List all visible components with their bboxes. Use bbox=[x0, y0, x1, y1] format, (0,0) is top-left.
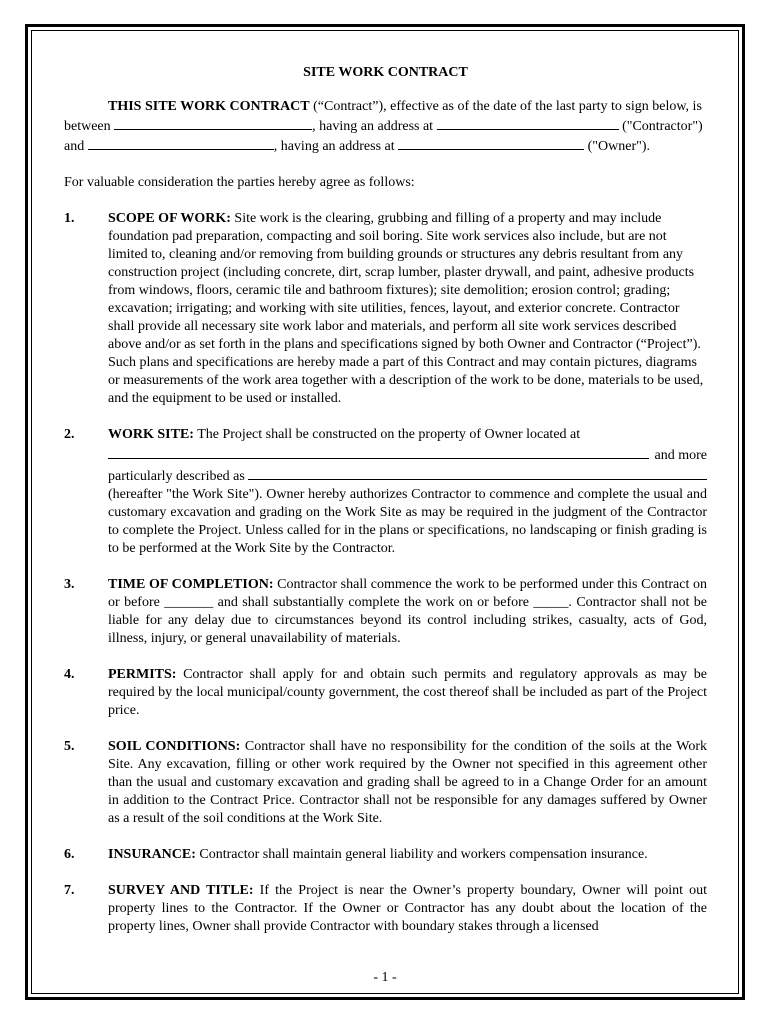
consideration-line: For valuable consideration the parties hereby agree as follows: bbox=[64, 175, 415, 190]
section-number: 4. bbox=[64, 667, 75, 682]
section-text: Site work is the clearing, grubbing and filling of a property and may include foundation pad preparation, compacting and soil boring. Site work services also include, but are not limited to, cleaning and/or removing from building grounds or structures any debris resultant from any construction project (including concrete, dirt, scrap lumber, plaster drywall, and paint, adhesive products from windows, floors, ceramic tile and bathroom fixtures); site demolition; erosion control; grading; excavation; irrigating; and working with site utilities, fences, layout, and exterior concrete. Contractor shall provide all necessary site work labor and materials, and perform all site work services described above and/or as set forth in the plans and specifications signed by both Owner and Contractor (“Project”). Such plans and specifications are hereby made a part of this Contract and may contain pictures, diagrams or measurements of the work area together with a description of the work to be done, materials to be used, and the equipment to be used or installed. bbox=[108, 211, 704, 406]
section-text: Contractor shall maintain general liability and workers compensation insurance. bbox=[195, 847, 648, 862]
section-text: The Project shall be constructed on the property of Owner located at bbox=[193, 427, 581, 442]
section-number: 7. bbox=[64, 883, 75, 898]
intro-text-2: , having an address at bbox=[312, 119, 437, 134]
page-number: - 1 - bbox=[373, 970, 397, 985]
intro-paragraph bbox=[64, 98, 707, 156]
section-survey-and-title bbox=[64, 882, 707, 936]
contract-page bbox=[64, 64, 707, 936]
section-soil-conditions bbox=[64, 738, 707, 828]
section-text: Contractor shall have no responsibility for the condition of the soils at the Work Site. Any excavation, filling or other work required by the Owner not specified in this agreement other than the usual and customary excavation and grading shall be agreed to in a Change Order for an amount in addition to the Contract Price. Contractor shall not be responsible for any damages suffered by Owner as a result of the soil conditions at the Work Site. bbox=[108, 739, 708, 826]
section-body bbox=[108, 576, 707, 648]
section-heading: SCOPE OF WORK: bbox=[108, 211, 231, 226]
section-text: If the Project is near the Owner’s property boundary, Owner will point out property lines to the Contractor. If the Owner or Contractor has any doubt about the location of the property lines, Owner shall provide Contractor with boundary stakes through a licensed bbox=[108, 883, 707, 934]
section-text-continued: (hereafter "the Work Site"). Owner hereby authorizes Contractor to commence and complete the usual and customary excavation and grading on the Work Site as may be required in the judgment of the Contractor to complete the Project. Unless called for in the plans or specifications, no landscaping or finish grading is to be performed at the Work Site by the Contractor. bbox=[108, 487, 707, 556]
section-number: 3. bbox=[64, 577, 75, 592]
intro-text-3: ("Contractor") and bbox=[64, 119, 703, 154]
section-permits bbox=[64, 666, 707, 720]
section-body bbox=[108, 738, 707, 828]
section-number: 5. bbox=[64, 739, 75, 754]
section-number: 6. bbox=[64, 847, 75, 862]
section-heading: SURVEY AND TITLE: bbox=[108, 883, 254, 898]
section-heading: TIME OF COMPLETION: bbox=[108, 577, 274, 592]
described-as-text: particularly described as bbox=[108, 469, 245, 484]
owner-name-blank[interactable] bbox=[88, 136, 274, 150]
and-more-text: and more bbox=[654, 448, 707, 463]
intro-text-5: ("Owner"). bbox=[584, 139, 650, 154]
document-title: SITE WORK CONTRACT bbox=[303, 65, 468, 80]
section-heading: INSURANCE: bbox=[108, 847, 196, 862]
section-time-of-completion bbox=[64, 576, 707, 648]
work-site-location-blank[interactable] bbox=[108, 444, 649, 459]
intro-text-1: (“Contract”), effective as of the date of the last party to sign below, is between bbox=[64, 99, 702, 134]
contractor-name-blank[interactable] bbox=[114, 116, 312, 130]
section-heading: WORK SITE: bbox=[108, 427, 194, 442]
section-body bbox=[108, 846, 707, 864]
section-body bbox=[108, 666, 707, 720]
section-text: Contractor shall commence the work to be performed under this Contract on or before _______ and shall substantially complete the work on or before _____. Contractor shall not be liable for any delay due to circumstances beyond its control including strikes, casualty, acts of God, illness, injury, or general unavailability of materials. bbox=[108, 577, 707, 646]
intro-text-4: , having an address at bbox=[273, 139, 399, 154]
section-number: 1. bbox=[64, 211, 75, 226]
section-work-site bbox=[64, 426, 707, 558]
section-body bbox=[108, 426, 707, 558]
owner-address-blank[interactable] bbox=[398, 136, 584, 150]
section-heading: PERMITS: bbox=[108, 667, 177, 682]
section-heading: SOIL CONDITIONS: bbox=[108, 739, 241, 754]
section-insurance bbox=[64, 846, 707, 864]
intro-bold-lead: THIS SITE WORK CONTRACT bbox=[108, 99, 310, 114]
section-text: Contractor shall apply for and obtain such permits and regulatory approvals as may be required by the local municipal/county government, the cost thereof shall be included as part of the Project price. bbox=[108, 667, 707, 718]
section-body bbox=[108, 882, 707, 936]
section-scope-of-work bbox=[64, 210, 707, 408]
contractor-address-blank[interactable] bbox=[437, 116, 619, 130]
work-site-description-blank[interactable] bbox=[248, 465, 707, 480]
section-body bbox=[108, 210, 707, 408]
section-number: 2. bbox=[64, 427, 75, 442]
